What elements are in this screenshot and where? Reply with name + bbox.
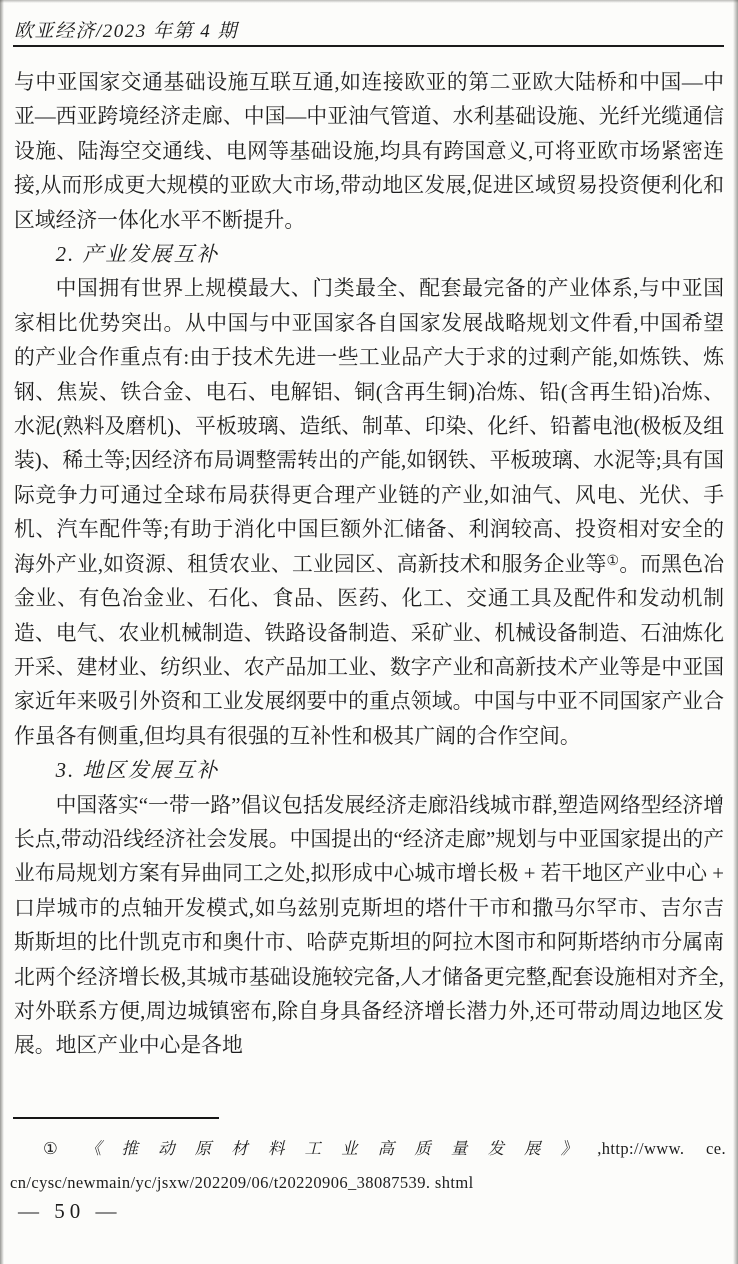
- footnote-reference-mark: ①: [606, 552, 620, 569]
- footnote: [10, 1132, 726, 1199]
- section-heading-region: 3. 地区发展互补: [55, 759, 220, 783]
- scan-edge-right: [733, 0, 738, 1264]
- article-body: [14, 66, 724, 1064]
- section-heading-industry: 2. 产业发展互补: [55, 243, 220, 267]
- footnote-source-title: 《推动原材料工业高质量发展》: [84, 1139, 598, 1158]
- footnote-rule: [13, 1117, 219, 1119]
- paragraph-industry: [14, 272, 724, 754]
- footnote-url-text: ,http://www. ce. cn/cysc/newmain/yc/jsxw/202209/06/t20220906_38087539. shtml: [10, 1139, 726, 1192]
- paragraph-industry-text-before-note: 中国拥有世界上规模最大、门类最全、配套最完备的产业体系,与中亚国家相比优势突出。从中国与中亚国家各自国家发展战略规划文件看,中国希望的产业合作重点有:由于技术先进一些工业品产大于求的过剩产能,如炼铁、炼钢、焦炭、铁合金、电石、电解铝、铜(含再生铜)冶炼、铅(含再生铅)冶炼、水泥(熟料及磨机)、平板玻璃、造纸、制革、印染、化纤、铅蓄电池(极板及组装)、稀土等;因经济布局调整需转出的产能,如钢铁、平板玻璃、水泥等;具有国际竞争力可通过全球布局获得更合理产业链的产业,如油气、风电、光伏、手机、汽车配件等;有助于消化中国巨额外汇储备、利润较高、投资相对安全的海外产业,如资源、租赁农业、工业园区、高新技术和服务企业等: [14, 277, 724, 576]
- page-number: — 50 —: [18, 1199, 122, 1223]
- paragraph-industry-text-after-note: 。而黑色冶金业、有色冶金业、石化、食品、医药、化工、交通工具及配件和发动机制造、电气、农业机械制造、铁路设备制造、采矿业、机械设备制造、石油炼化开采、建材业、纺织业、农产品加工业、数字产业和高新技术产业等是中亚国家近年来吸引外资和工业发展纲要中的重点领域。中国与中亚不同国家产业合作虽各有侧重,但均具有很强的互补性和极其广阔的合作空间。: [14, 552, 724, 748]
- paragraph-region: 中国落实“一带一路”倡议包括发展经济走廊沿线城市群,塑造网络型经济增长点,带动沿线经济社会发展。中国提出的“经济走廊”规划与中亚国家提出的产业布局规划方案有异曲同工之处,拟形成中心城市增长极 + 若干地区产业中心 + 口岸城市的点轴开发模式,如乌兹别克斯坦的塔什干市和撒马尔罕市、吉尔吉斯斯坦的比什凯克市和奥什市、哈萨克斯坦的阿拉木图市和阿斯塔纳市分属南北两个经济增长极,其城市基础设施较完备,人才储备更完整,配套设施相对齐全,对外联系方便,周边城镇密布,除自身具备经济增长潜力外,还可带动周边地区发展。地区产业中心是各地: [14, 793, 724, 1058]
- paragraph-infrastructure: 与中亚国家交通基础设施互联互通,如连接欧亚的第二亚欧大陆桥和中国—中亚—西亚跨境经济走廊、中国—中亚油气管道、水利基础设施、光纤光缆通信设施、陆海空交通线、电网等基础设施,均具有跨国意义,可将亚欧市场紧密连接,从而形成更大规模的亚欧大市场,带动地区发展,促进区域贸易投资便利化和区域经济一体化水平不断提升。: [14, 71, 724, 232]
- scan-edge-top: [0, 0, 738, 3]
- scan-edge-left: [0, 0, 4, 1264]
- header-rule: [13, 45, 724, 47]
- footnote-marker: ①: [43, 1139, 75, 1158]
- journal-running-head: 欧亚经济/2023 年第 4 期: [14, 21, 239, 42]
